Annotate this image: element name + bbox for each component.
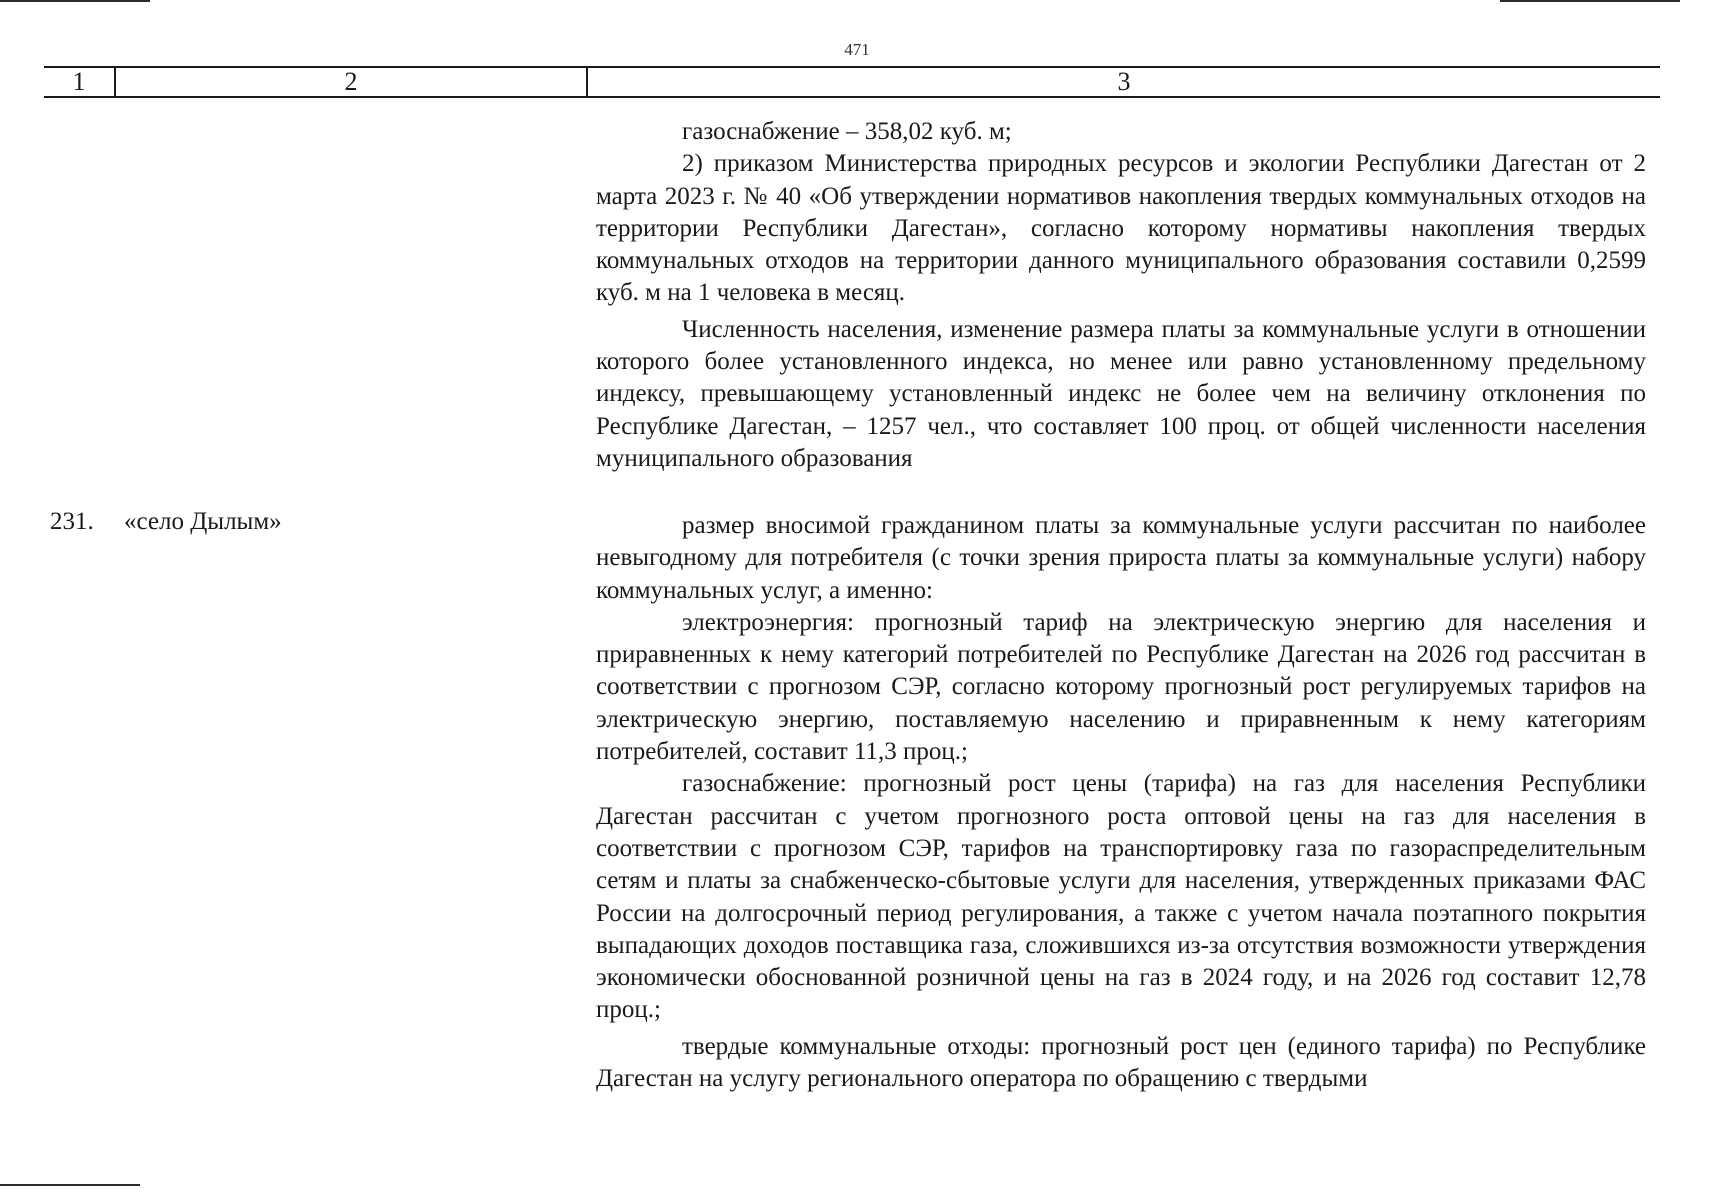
continued-row-text (596, 116, 1646, 475)
paragraph: размер вносимой гражданином платы за коммунальные услуги рассчитан по наиболее невыгодному для потребителя (с точки зрения прироста платы за коммунальные услуги) набору коммунальных услуг, а именно: (596, 512, 1646, 604)
column-header-table (44, 66, 1660, 98)
page-number: 471 (844, 40, 870, 59)
paragraph: Численность населения, изменение размера платы за коммунальные услуги в отношении которого более установленного индекса, но менее или равно установленному предельному индексу, превышающему установленный индекс не более чем на величину отклонения по Республике Дагестан, – 1257 чел., что составляет 100 проц. от общей численности населения муниципального образования (596, 315, 1646, 472)
row-number: 231. (50, 508, 94, 535)
paragraph: газоснабжение – 358,02 куб. м; (682, 118, 1012, 145)
top-edge-line-right (1500, 0, 1680, 2)
municipality-name: «село Дылым» (124, 508, 282, 535)
row-231-label (50, 506, 282, 538)
paragraph: 2) приказом Министерства природных ресурсов и экологии Республики Дагестан от 2 марта 2023 г. № 40 «Об утверждении нормативов накопления твердых коммунальных отходов на территории Республики Дагестан», согласно которому нормативы накопления твердых коммунальных отходов на территории данного муниципального образования составили 0,2599 куб. м на 1 человека в месяц. (596, 150, 1646, 307)
paragraph: газоснабжение: прогнозный рост цены (тарифа) на газ для населения Республики Дагестан рассчитан с учетом прогнозного роста оптовой цены на газ для населения в соответствии с прогнозом СЭР, тарифов на транспортировку газа по газораспределительным сетям и платы за снабженческо-сбытовые услуги для населения, утвержденных приказами ФАС России на долгосрочный период регулирования, а также с учетом начала поэтапного покрытия выпадающих доходов поставщика газа, сложившихся из-за отсутствия возможности утверждения экономически обоснованной розничной цены на газ в 2024 году, и на 2026 год составит 12,78 проц.; (596, 770, 1646, 1024)
paragraph: электроэнергия: прогнозный тариф на электрическую энергию для населения и приравненных к нему категорий потребителей по Республике Дагестан на 2026 год рассчитан в соответствии с прогнозом СЭР, согласно которому прогнозный рост регулируемых тарифов на электрическую энергию, поставляемую населению и приравненным к нему категориям потребителей, составит 11,3 проц.; (596, 608, 1646, 766)
row-231-text (596, 510, 1646, 1095)
column-1-header: 1 (72, 67, 86, 96)
paragraph: твердые коммунальные отходы: прогнозный рост цен (единого тарифа) по Республике Дагестан на услугу регионального оператора по обращению с твердыми (596, 1032, 1646, 1093)
column-2-header: 2 (344, 67, 358, 96)
top-edge-line-left (0, 0, 150, 2)
bottom-edge-line (0, 1184, 140, 1186)
column-3-header: 3 (1117, 67, 1131, 96)
